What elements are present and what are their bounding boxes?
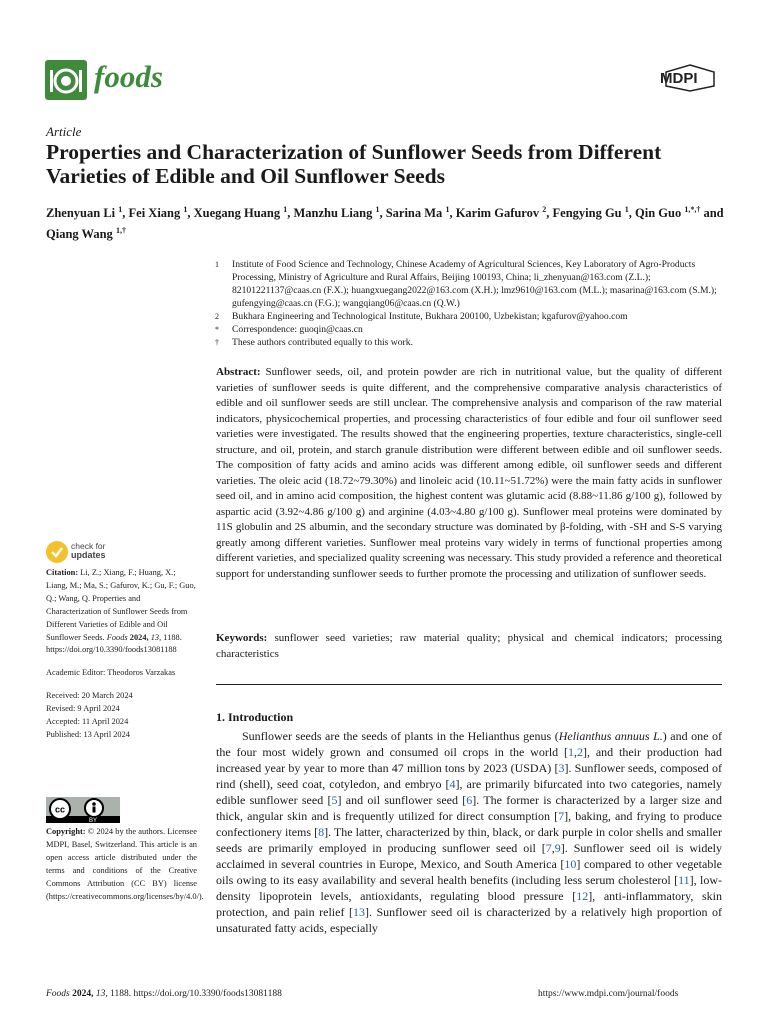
date-published: Published: 13 April 2024 xyxy=(46,729,130,739)
text-run: , xyxy=(551,841,555,855)
text-run: ]. Sunflower seed oil is widely acclaimed in several countries in Europe, Mexico, and South America [ xyxy=(216,841,722,871)
footer-volume: 13, xyxy=(95,989,108,999)
citation-ref[interactable]: 10 xyxy=(564,857,577,871)
citation-ref[interactable]: 11 xyxy=(678,873,690,887)
author-name: Karim Gafurov xyxy=(455,206,543,221)
abstract-label: Abstract: xyxy=(216,366,261,378)
author-name: Manzhu Liang xyxy=(293,206,376,221)
citation-ref[interactable]: 13 xyxy=(352,905,365,919)
affiliation-mark: † xyxy=(215,338,219,347)
citation-ref[interactable]: 1 xyxy=(568,745,574,759)
affiliation-mark: 2 xyxy=(215,312,219,321)
date-received: Received: 20 March 2024 xyxy=(46,691,133,701)
citation-ref[interactable]: 3 xyxy=(558,761,565,775)
text-run: ]. The latter, characterized by thin, black, or dark purple in color shells and smaller seeds are primarily employed in producing sunflower seed oil [ xyxy=(216,825,722,855)
article-title: Properties and Characterization of Sunflower Seeds from Different Varieties of Edible and Oil Sunflower Seeds xyxy=(46,140,662,188)
publisher-name: MDPI xyxy=(660,70,698,87)
text-run: ] compared to other vegetable oils owing to its easy availability and several health benefits (including less serum cholesterol [ xyxy=(216,857,722,887)
svg-text:cc: cc xyxy=(55,804,66,815)
introduction-heading: 1. Introduction xyxy=(216,710,294,724)
author-affiliation-mark: 2 xyxy=(542,205,547,214)
citation-volume: 13, xyxy=(150,632,162,642)
introduction-text xyxy=(216,728,722,936)
author-name: Fei Xiang xyxy=(128,206,184,221)
check-for-updates-icon[interactable] xyxy=(46,541,68,563)
cc-by-text: BY xyxy=(89,818,98,823)
article-type: Article xyxy=(46,124,82,139)
text-run: Helianthus annuus L. xyxy=(558,729,663,743)
author-affiliation-mark: 1 xyxy=(183,205,188,214)
author-name: Fengying Gu xyxy=(552,206,625,221)
affiliation-text: These authors contributed equally to this work. xyxy=(232,337,413,348)
academic-editor: Academic Editor: Theodoros Varzakas xyxy=(46,668,176,678)
check-for-updates-link[interactable] xyxy=(71,542,106,560)
citation-journal: Foods xyxy=(106,632,128,642)
author-name: Sarina Ma xyxy=(385,206,446,221)
cc-by-license-icon[interactable] xyxy=(46,797,120,823)
date-revised: Revised: 9 April 2024 xyxy=(46,704,120,714)
text-run: ], low-density lipoprotein levels, antioxidants, regulating blood pressure [ xyxy=(216,873,722,903)
text-run: , xyxy=(574,745,577,759)
citation-ref[interactable]: 4 xyxy=(449,777,456,791)
author-affiliation-mark: 1 xyxy=(445,205,450,214)
abstract-text: Sunflower seeds, oil, and protein powder are rich in nutritional value, but the quality of different varieties of sunflower seeds is quite different, and the comprehensive comparative analysis characteristics of edible and oil sunflower seeds are still unclear. The comprehensive analysis and comparison of the raw material indicators, physicochemical properties, and processing characteristics of four edible and four oil sunflower seed varieties were investigated. The results showed that the engineering properties, texture characteristics, single-cell structure, and oil, protein, and starch granule distribution were different between edible and oil sunflower seeds. The composition of fatty acids and amino acids was different among edible, oil sunflower seeds and different varieties. The oleic acid (18.72~79.30%) and linoleic acid (10.11~51.72%) were the main fatty acids in sunflower seed oil, and in amino acid composition, the highest content was glutamic acid (8.88~11.86 g/100 g), followed by aspartic acid (3.92~4.86 g/100 g) and arginine (4.03~4.80 g/100 g). Sunflower meal proteins were dominated by 11S globulin and 2S albumin, and the secondary structure was dominated by β-folding, with -SH and S-S varying greatly among different varieties. Sunflower meal proteins vary widely in terms of functional properties among different varieties, and specialized quality screening was necessary. This study provided a reference and theoretical support for understanding sunflower seeds to further promote the processing and utilization of sunflower seeds. xyxy=(216,366,722,580)
citation-ref[interactable]: 12 xyxy=(576,889,589,903)
citation-ref[interactable]: 7 xyxy=(545,841,552,855)
section-divider xyxy=(216,684,722,685)
author-name: Qin Guo xyxy=(635,206,685,221)
keywords-text: sunflower seed varieties; raw material quality; physical and chemical indicators; processing characteristics xyxy=(216,632,723,660)
affiliation-text: Bukhara Engineering and Technological Institute, Bukhara 200100, Uzbekistan; kgafurov@yahoo.com xyxy=(232,311,628,322)
citation-year: 2024, xyxy=(129,632,149,642)
citation-ref[interactable]: 6 xyxy=(466,793,473,807)
footer-journal-url[interactable]: https://www.mdpi.com/journal/foods xyxy=(538,989,679,999)
author-affiliation-mark: 1 xyxy=(283,205,288,214)
footer-year: 2024, xyxy=(72,989,94,999)
author-name: Xuegang Huang xyxy=(193,206,284,221)
citation-label: Citation: xyxy=(46,568,79,577)
citation-ref[interactable]: 7 xyxy=(558,809,565,823)
author-affiliation-mark: 1 xyxy=(375,205,380,214)
journal-logo-icon xyxy=(45,60,87,100)
text-run: ], baking, and frying to produce confectionery items [ xyxy=(216,809,722,839)
affiliation-text: Correspondence: guoqin@caas.cn xyxy=(232,324,363,335)
affiliation-item xyxy=(215,336,725,349)
citation xyxy=(46,567,196,657)
footer-journal: Foods xyxy=(46,989,70,999)
text-run: ]. Sunflower seed oil is characterized by a relatively high proportion of unsaturated fatty acids, especially xyxy=(216,905,722,935)
check-line2: updates xyxy=(71,550,106,560)
affiliation-text: Institute of Food Science and Technology, Chinese Academy of Agricultural Sciences, Key Laboratory of Agro-Products Processing, Ministry of Agriculture and Rural Affairs, Beijing 100193, China; li_zhenyuan@163.com (Z.L.); 82101221137@caas.cn (F.X.); huangxuegang2022@163.com (X.H.); lmz9610@163.com (M.L.); masarina@163.com (S.M.); gufengying@caas.cn (F.G.); wangqiang06@caas.cn (Q.W.) xyxy=(232,259,717,309)
keywords xyxy=(216,631,722,662)
affiliation-mark: * xyxy=(215,325,219,334)
text-run: ] and oil sunflower seed [ xyxy=(337,793,467,807)
check-line1: check for xyxy=(71,541,106,551)
text-run: Sunflower seeds are the seeds of plants in the Helianthus genus ( xyxy=(242,729,559,743)
affiliation-item xyxy=(215,258,725,310)
author-list: Zhenyuan Li $^1$, Fei Xiang $^1$, Xuegang Huang $^1$, Manzhu Liang $^1$, Sarina Ma $^1$, Karim Gafurov $^2$, Fengying Gu $^1$, Qin Guo $^{1,*,\dagger}$ and Qiang Wang $^{1,\dagger}$ xyxy=(46,205,724,242)
copyright-text: © 2024 by the authors. Licensee MDPI, Basel, Switzerland. This article is an open access article distributed under the terms and conditions of the Creative Commons Attribution (CC BY) license (https://creativecommons.org/licenses/by/4.0/). xyxy=(46,827,204,901)
author-affiliation-mark: 1,*,† xyxy=(684,205,701,214)
footer-doi[interactable]: 1188. https://doi.org/10.3390/foods13081188 xyxy=(110,989,282,999)
citation-ref[interactable]: 8 xyxy=(318,825,325,839)
author-affiliation-mark: 1,† xyxy=(115,226,126,236)
citation-ref[interactable]: 9 xyxy=(554,841,561,855)
date-accepted: Accepted: 11 April 2024 xyxy=(46,717,129,727)
affiliation-item xyxy=(215,310,725,323)
journal-name: foods xyxy=(94,59,163,94)
citation-doi[interactable]: 1188. https://doi.org/10.3390/foods13081188 xyxy=(46,632,182,655)
citation-ref[interactable]: 5 xyxy=(331,793,338,807)
citation-text: Li, Z.; Xiang, F.; Huang, X.; Liang, M.; Ma, S.; Gafurov, K.; Gu, F.; Guo, Q.; Wang, Q. Properties and Characterization of Sunflower Seeds from Different Varieties of Edible and Oil Sunflower Seeds. xyxy=(46,568,196,642)
text-run: ], anti-inflammatory, skin protection, and pain relief [ xyxy=(216,889,723,919)
keywords-label: Keywords: xyxy=(216,632,268,644)
citation-ref[interactable]: 2 xyxy=(577,745,583,759)
copyright-notice xyxy=(46,826,204,903)
copyright-label: Copyright: xyxy=(46,827,86,836)
author-name: Zhenyuan Li xyxy=(46,206,119,221)
author-affiliation-mark: 1 xyxy=(624,205,629,214)
author-affiliation-mark: 1 xyxy=(118,205,123,214)
footer-citation xyxy=(46,989,282,999)
text-run: ) and one of the four most widely grown and consumed oil crops in the world [ xyxy=(216,729,722,759)
text-run: ], and their production had increased year by year to more than 47 million tons by 2023 (USDA) [ xyxy=(216,745,722,775)
dates xyxy=(46,690,196,742)
text-run: ], are primarily bifurcated into two categories, namely edible sunflower seed [ xyxy=(216,777,722,807)
abstract xyxy=(216,365,722,582)
affiliations xyxy=(215,258,725,349)
affiliation-mark: 1 xyxy=(215,260,219,269)
text-run: ]. The former is characterized by a larger size and thick, angular skin and is frequently utilized for direct consumption [ xyxy=(216,793,723,823)
article-sidebar xyxy=(46,567,196,742)
affiliation-item xyxy=(215,323,725,336)
text-run: ]. Sunflower seeds, composed of rind (shell), seed coat, cotyledon, and embryo [ xyxy=(216,761,722,791)
author-name: Qiang Wang xyxy=(46,227,116,242)
